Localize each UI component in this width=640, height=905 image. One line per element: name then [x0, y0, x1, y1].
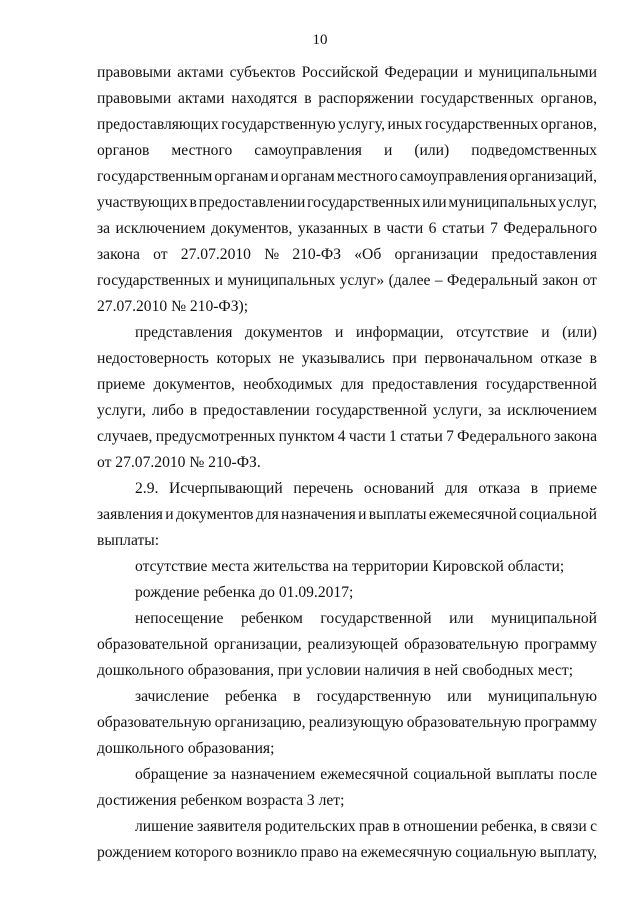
text-line: государственных и муниципальных услуг» (далее – Федеральный закон от	[97, 272, 597, 289]
list-item: отсутствие места жительства на территории Кировской области;	[135, 558, 565, 575]
text-line-wrap	[97, 528, 597, 554]
list-item-wrap	[97, 684, 597, 710]
list-item-wrap	[97, 580, 597, 606]
text-line: выплаты:	[97, 532, 160, 549]
text-line-wrap	[97, 502, 597, 528]
text-line: предоставляющих государственную услугу, иных государственных органов,	[97, 116, 597, 133]
list-item: лишение заявителя родительских прав в отношении ребенка, в связи с	[135, 818, 597, 835]
section-heading-line: 2.9. Исчерпывающий перечень оснований для отказа в приеме	[135, 480, 597, 497]
text-line-wrap	[97, 658, 597, 684]
text-line: правовыми актами субъектов Российской Федерации и муниципальными	[97, 64, 597, 81]
text-line-wrap	[97, 164, 597, 190]
text-line: приеме документов, необходимых для предоставления государственной	[97, 376, 597, 393]
list-item-wrap	[97, 814, 597, 840]
list-item-wrap	[97, 606, 597, 632]
text-line: органов местного самоуправления и (или) подведомственных	[97, 142, 597, 159]
text-line: заявления и документов для назначения и выплаты ежемесячной социальной	[97, 506, 597, 523]
text-line: 27.07.2010 № 210-ФЗ);	[97, 298, 249, 315]
text-line: образовательной организации, реализующей образовательную программу	[97, 636, 597, 653]
text-line: дошкольного образования, при условии наличия в ней свободных мест;	[97, 662, 574, 679]
list-item-wrap	[97, 762, 597, 788]
text-line-wrap	[97, 372, 597, 398]
text-line-wrap	[97, 138, 597, 164]
text-line: государственным органам и органам местного самоуправления организаций,	[97, 168, 597, 185]
text-line-wrap	[97, 190, 597, 216]
text-line-wrap	[97, 424, 597, 450]
text-line-wrap	[97, 398, 597, 424]
text-line: недостоверность которых не указывались при первоначальном отказе в	[97, 350, 597, 367]
text-line-wrap	[97, 216, 597, 242]
text-line: случаев, предусмотренных пунктом 4 части 1 статьи 7 Федерального закона	[97, 428, 597, 445]
text-line-wrap	[97, 60, 597, 86]
list-item: обращение за назначением ежемесячной социальной выплаты после	[135, 766, 597, 783]
section-heading-wrap	[97, 476, 597, 502]
text-line-wrap	[97, 736, 597, 762]
text-line: образовательную организацию, реализующую образовательную программу	[97, 714, 597, 731]
text-line-wrap	[97, 86, 597, 112]
text-line: дошкольного образования;	[97, 740, 275, 757]
text-line: правовыми актами находятся в распоряжении государственных органов,	[97, 90, 597, 107]
text-line-wrap	[97, 320, 597, 346]
list-item: рождение ребенка до 01.09.2017;	[135, 584, 354, 601]
text-line: закона от 27.07.2010 № 210-ФЗ «Об организации предоставления	[97, 246, 597, 263]
text-line-wrap	[97, 632, 597, 658]
list-item: зачисление ребенка в государственную или муниципальную	[135, 688, 597, 705]
document-body	[97, 60, 597, 866]
page-number: 10	[312, 32, 328, 48]
text-line: услуги, либо в предоставлении государственной услуги, за исключением	[97, 402, 597, 419]
list-item-wrap	[97, 554, 597, 580]
text-line: рождением которого возникло право на ежемесячную социальную выплату,	[97, 844, 597, 861]
text-line: представления документов и информации, отсутствие и (или)	[135, 324, 597, 341]
text-line-wrap	[97, 242, 597, 268]
list-item: непосещение ребенком государственной или муниципальной	[135, 610, 597, 627]
text-line: от 27.07.2010 № 210-ФЗ.	[97, 454, 261, 471]
text-line: участвующих в предоставлении государственных или муниципальных услуг,	[97, 194, 597, 211]
text-line: за исключением документов, указанных в части 6 статьи 7 Федерального	[97, 220, 597, 237]
text-line-wrap	[97, 346, 597, 372]
text-line-wrap	[97, 788, 597, 814]
text-line-wrap	[97, 450, 597, 476]
text-line-wrap	[97, 268, 597, 294]
text-line: достижения ребенком возраста 3 лет;	[97, 792, 345, 809]
text-line-wrap	[97, 112, 597, 138]
text-line-wrap	[97, 294, 597, 320]
text-line-wrap	[97, 840, 597, 866]
text-line-wrap	[97, 710, 597, 736]
